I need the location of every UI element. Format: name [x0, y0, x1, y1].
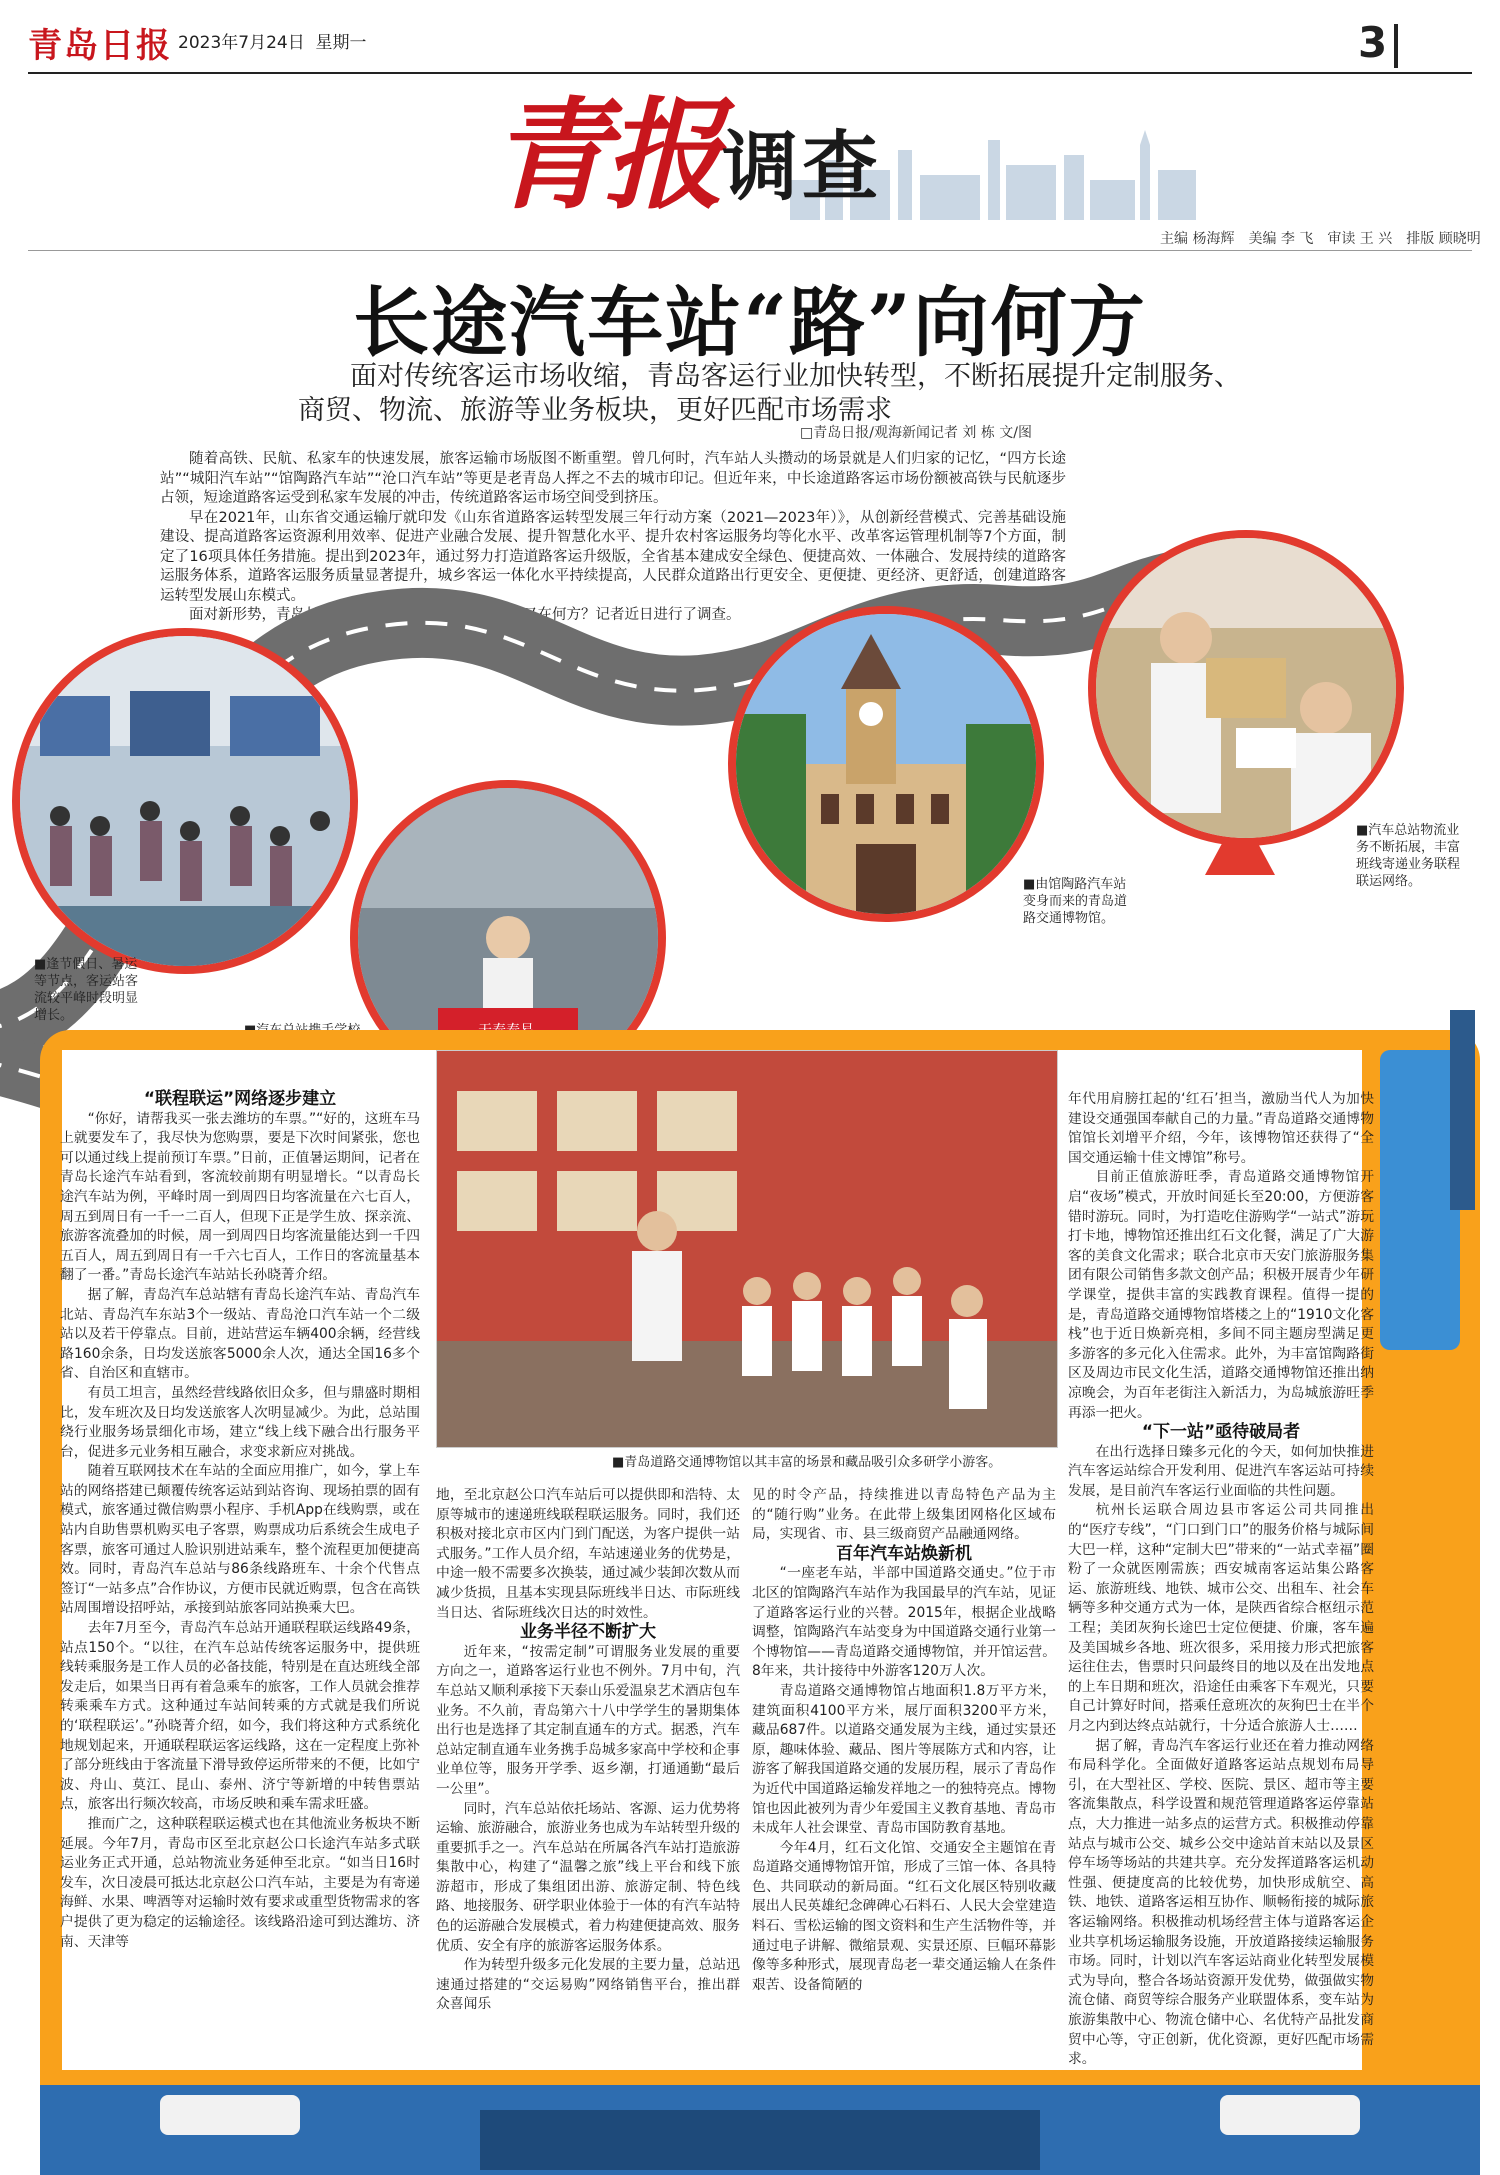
masthead-logo: 青岛日报 — [28, 26, 172, 66]
page-number: 3 — [1358, 18, 1388, 67]
photo-waiting-hall — [12, 628, 358, 974]
article-column-4 — [1068, 1090, 1374, 2070]
photo-museum-building — [728, 606, 1044, 922]
body-paragraph: 据了解，青岛汽车总站辖有青岛长途汽车站、青岛汽车北站、青岛汽车东站3个一级站、青岛沧口汽车站一个二级站以及若干停靠点。目前，进站营运车辆400余辆，经营线路160余条，日均发送旅客5000余人次，通达全国16多个省、自治区和直辖市。 — [60, 1286, 420, 1382]
body-paragraph: 见的时令产品，持续推进以青岛特色产品为主的“随行购”业务。在此带上级集团网格化区域布局，实现省、市、县三级商贸产品融通网络。 — [752, 1487, 1056, 1543]
subhead-line-2: 商贸、物流、旅游等业务板块，更好匹配市场需求 — [298, 395, 892, 426]
date-text: 2023年7月24日 — [178, 33, 305, 53]
body-paragraph: “你好，请帮我买一张去潍坊的车票。”“好的，这班车马上就要发车了，我尽快为您购票，要是下次时间紧张，您也可以通过线上提前预订车票。”日前，正值暑运期间，记者在青岛长途汽车站看到，客流较前期有明显增长。“以青岛长途汽车站为例，平峰时周一到周四日均客流量在六七百人，周五到周日有一千一二百人，但现下正是学生放、探亲流、旅游客流叠加的时候，周一到周四日均客流量能达到一千四五百人，周五到周日有一千六七百人，工作日的客流量基本翻了一番。”青岛长途汽车站站长孙晓菁介绍。 — [60, 1110, 420, 1284]
body-paragraph: 作为转型升级多元化发展的主要力量，总站迅速通过搭建的“交运易购”网络销售平台，推出群众喜闻乐 — [436, 1957, 740, 2013]
museum-sign-text — [0, 15, 1, 168]
photo-museum-students — [436, 1050, 1058, 1448]
waiting-hall-scene — [20, 636, 350, 966]
subheading-century-station: 百年汽车站焕新机 — [836, 1543, 972, 1564]
body-paragraph: 有员工坦言，虽然经营线路依旧众多，但与鼎盛时期相比，发车班次及日均发送旅客人次明显减少。为此，总站围绕行业服务场景细化市场，建立“线上线下融合出行服务平台，促进多元业务相互融合，求变求新应对挑战。 — [60, 1384, 420, 1460]
byline: □青岛日报/观海新闻记者 刘 栋 文/图 — [800, 425, 1033, 441]
lead-paragraph: 早在2021年，山东省交通运输厅就印发《山东省道路客运转型发展三年行动方案（2021—2023年）》，从创新经营模式、完善基础设施建设、提高道路客运资源利用效率、促进产业融合发展、提升智慧化水平、提升农村客运服务均等化水平、改革客运管理机制等7个方面，制定了16项具体任务措施。提出到2023年，通过努力打造道路客运升级版，全省基本建成安全绿色、便捷高效、一体融合、发展持续的道路客运服务体系，道路客运服务质量显著提升，城乡客运一体化水平持续提高，人民群众道路出行更安全、更便捷、更经济、更舒适，创建道路客运转型发展山东模式。 — [160, 509, 1066, 604]
article-column-2 — [436, 1486, 740, 2015]
section-logo — [490, 60, 882, 232]
body-paragraph: 去年7月至今，青岛汽车总站开通联程联运线路49条，站点150个。“以往，在汽车总站传统客运服务中，提供班线转乘服务是工作人员的必备技能，特别是在直达班线全部发走后，如果当日再有着急乘车的旅客，工作人员就会推荐转乘乘车方式。这种通过车站间转乘的方式就是我们所说的‘联程联运’。”孙晓菁介绍，如今，我们将这种方式系统化地规划起来，开通联程联运客运线路，这在一定程度上弥补了部分班线由于客流量下滑导致停运所带来的不便，比如宁波、舟山、莫江、昆山、泰州、济宁等新增的中转售票站点，旅客出行频次较高，市场反映和乘车需求旺盛。 — [60, 1620, 420, 1813]
logistics-scene — [1096, 538, 1396, 838]
body-paragraph: 在出行选择日臻多元化的今天，如何加快推进汽车客运站综合开发利用、促进汽车客运站可持续发展，是目前汽车客运行业面临的共性问题。 — [1068, 1443, 1374, 1499]
caption-museum-building: ■ 由馆陶路汽车站变身而来的青岛道路交通博物馆。 — [1023, 876, 1135, 927]
headline: 长途汽车站“路”向何方 — [353, 278, 1147, 367]
museum-sign-hidden — [0, 0, 1, 1]
header-rule — [28, 72, 1472, 74]
body-paragraph: 地，至北京赵公口汽车站后可以提供即和浩特、太原等城市的速递班线联程联运服务。同时，我们还积极对接北京市区内门到门配送，为客户提供一站式服务。”工作人员介绍，车站速递业务的优势是，中途一般不需要多次换装，通过减少装卸次数从而减少货损，且基本实现县际班线半日达、市际班线当日达、省际班线次日达的时效性。 — [436, 1487, 740, 1621]
museum-students-scene — [437, 1051, 1057, 1447]
body-paragraph: 近年来，“按需定制”可谓服务业发展的重要方向之一，道路客运行业也不例外。7月中旬，汽车总站又顺利承接下天泰山乐爱温泉艺术酒店包车业务。不久前，青岛第六十八中学学生的暑期集体出行也是选择了其定制直通车的方式。据悉，汽车总站定制直通车业务携手岛城多家高中学校和企事业单位等，服务开学季、返乡潮，打通通勤“最后一公里”。 — [436, 1643, 740, 1797]
body-paragraph: 杭州长运联合周边县市客运公司共同推出的“医疗专线”，“门口到门口”的服务价格与城际间大巴一样，这种“定制大巴”带来的“一站式幸福”圈粉了一众就医刚需族；西安城南客运站集公路客运、旅游班线、地铁、城市公交、出租车、社会车辆等多种交通方式为一体，是陕西省综合枢纽示范工程；美团灰狗长途巴士定位便捷、价廉，客车遍及美国城乡各地、班次很多，采用接力形式把旅客运往住去，售票时只问最终目的地以及在出发地点的上车日期和班次，沿途任由乘客下车观光，只要自己计算好时间，搭乘任意班次的灰狗巴士在半个月之内到达终点站就行，十分适合旅游人士…… — [1068, 1502, 1374, 1734]
photo-logistics — [1088, 530, 1404, 846]
caption-logistics: ■ 汽车总站物流业务不断拓展，丰富班线寄递业务联程联运网络。 — [1356, 822, 1468, 890]
article-column-1 — [60, 1090, 420, 1952]
body-paragraph: 今年4月，红石文化馆、交通安全主题馆在青岛道路交通博物馆开馆，形成了三馆一体、各具特色、共同联动的新局面。“红石文化展区特别收藏展出人民英雄纪念碑碑心石料石、人民大会堂建造料石、雪松运输的图文资料和生产生活物件等，并通过电子讲解、微缩景观、实景还原、巨幅环幕影像等多种形式，展现青岛老一辈交通运输人在条件艰苦、设备简陋的 — [752, 1839, 1056, 1993]
weekday-text: 星期一 — [315, 33, 367, 53]
caption-waiting-hall: ■ 逢节假日、暑运等节点，客运站客流较平峰时段明显增长。 — [34, 956, 144, 1024]
lead-paragraph: 面对新形势，青岛长途客运站现状如何？其“下一站”又在何方？记者近日进行了调查。 — [189, 607, 741, 623]
body-paragraph: 同时，汽车总站依托场站、客源、运力优势将运输、旅游融合，旅游业务也成为车站转型升级的重要抓手之一。汽车总站在所属各汽车站打造旅游集散中心，构建了“温馨之旅”线上平台和线下旅游超市，形成了集组团出游、旅游定制、特色线路、地接服务、研学职业体验于一体的有汽车站特色的运游融合发展模式，着力构建便捷高效、服务优质、安全有序的旅游客运服务体系。 — [436, 1800, 740, 1954]
section-logo-text: 调查 — [722, 122, 882, 211]
editor-credits: 主编 杨海辉 美编 李 飞 审读 王 兴 排版 顾晓明 — [1160, 231, 1481, 247]
subhead-line-1: 面对传统客运市场收缩，青岛客运行业加快转型，不断拓展提升定制服务、 — [350, 361, 1241, 392]
body-paragraph: 青岛道路交通博物馆占地面积1.8万平方米，建筑面积4100平方米，展厅面积3200平方米，藏品687件。以道路交通发展为主线，通过实景还原，趣味体验、藏品、图片等展陈方式和内容，让游客了解我国道路交通的发展历程，展示了青岛作为近代中国道路运输发祥地之一的独特亮点。博物馆也因此被列为青少年爱国主义教育基地、青岛市未成年人社会课堂、青岛市国防教育基地。 — [752, 1682, 1056, 1837]
body-paragraph: 年代用肩膀扛起的‘红石’担当，激励当代人为加快建设交通强国奉献自己的力量。”青岛道路交通博物馆馆长刘增平介绍，今年，该博物馆还获得了“全国交通运输十佳文博馆”称号。 — [1068, 1091, 1374, 1166]
body-paragraph: 据了解，青岛汽车客运行业还在着力推动网络布局科学化。全面做好道路客运站点规划布局导引，在大型社区、学校、医院、景区、超市等主要客流集散点，科学设置和规范管理道路客运停靠站点，大力推进一站多点的运营方式。积极推动停靠站点与城市公交、城乡公交中途站首末站以及景区停车场等场站的共建共享。充分发挥道路客运机动性强、便捷度高的比较优势，加快形成航空、高铁、地铁、道路客运相互协作、顺畅衔接的城际旅客运输网络。积极推动机场经营主体与道路客运企业共享机场运输服务设施，开放道路接续运输服务市场。同时，计划以汽车客运站商业化转型发展模式为导向，整合各场站资源开发优势，做强做实物流仓储、商贸等综合服务产业联盟体系，变车站为旅游集散中心、物流仓储中心、名优特产品批发商贸中心等，守正创新，优化资源，更好匹配市场需求。 — [1068, 1737, 1374, 2068]
body-paragraph: 目前正值旅游旺季，青岛道路交通博物馆开启“夜场”模式，开放时间延长至20:00，方便游客错时游玩。同时，为打造吃住游购学“一站式”游玩打卡地，博物馆还推出红石文化餐，满足了广大游客的美食文化需求；联合北京市天安门旅游服务集团有限公司销售多款文创产品；积极开展青少年研学课堂，提供丰富的实践教育课程。值得一提的是，青岛道路交通博物馆塔楼之上的“1910文化客栈”也于近日焕新亮相，多间不同主题房型满足更多游客的多元化入住需求。此外，为丰富馆陶路街区及周边市民文化生活，道路交通博物馆还推出纳凉晚会，为百年老街注入新活力，为岛城旅游旺季再添一把火。 — [1068, 1169, 1374, 1421]
lead-paragraph: 随着高铁、民航、私家车的快速发展，旅客运输市场版图不断重塑。曾几何时，汽车站人头攒动的场景就是人们归家的记忆，“四方长途站”“城阳汽车站”“馆陶路汽车站”“沧口汽车站”等更是老青岛人挥之不去的城市印记。但近年来，中长途道路客运市场份额被高铁与民航逐步占领，短途道路客运受到私家车发展的冲击，传统道路客运市场空间受到挤压。 — [160, 451, 1066, 506]
caption-museum-students: ■ 青岛道路交通博物馆以其丰富的场景和藏品吸引众多研学小游客。 — [612, 1451, 1001, 1470]
body-paragraph: “一座老车站，半部中国道路交通史。”位于市北区的馆陶路汽车站作为我国最早的汽车站，见证了道路客运行业的兴替。2015年，根据企业战略调整，馆陶路汽车站变身为中国道路交通行业第一个博物馆——青岛道路交通博物馆，并开馆运营。8年来，共计接待中外游客120万人次。 — [752, 1565, 1056, 1680]
issue-date — [178, 28, 367, 53]
subheading-network: “联程联运”网络逐步建立 — [143, 1089, 337, 1109]
body-paragraph: 随着互联网技术在车站的全面应用推广，如今，掌上车站的网络搭建已颠覆传统客运站到站咨询、现场拍票的固有模式，旅客通过微信购票小程序、手机App在线购票，或在站内自助售票机购买电子客票，购票成功后系统会生成电子客票，旅客可通过人脸识别进站乘车，整个流程更加便捷高效。同时，青岛汽车总站与86条线路班车、十余个代售点签订“一站多点”合作协议，方便市民就近购票，包含在高铁站周围增设招呼站，承接到站旅客同站换乘大巴。 — [60, 1463, 420, 1617]
subheading-business-radius: 业务半径不断扩大 — [520, 1622, 656, 1643]
article-column-3 — [752, 1486, 1056, 1995]
page-number-bar — [1394, 24, 1398, 68]
section-logo-script: 青报 — [490, 85, 718, 226]
credit-rule — [28, 250, 1472, 251]
body-paragraph: 推而广之，这种联程联运模式也在其他流业务板块不断延展。今年7月，青岛市区至北京赵公口长途汽车站多式联运业务正式开通，总站物流业务延伸至北京。“如当日16时发车，次日凌晨可抵达北京赵公口汽车站，主要是为有寄递海鲜、水果、啤酒等对运输时效有要求或重型货物需求的客户提供了更为稳定的运输途径。该线路沿途可到达潍坊、济南、天津等 — [60, 1815, 420, 1950]
museum-building-scene — [736, 614, 1036, 914]
subheading-next-station: “下一站”亟待破局者 — [1141, 1422, 1301, 1443]
